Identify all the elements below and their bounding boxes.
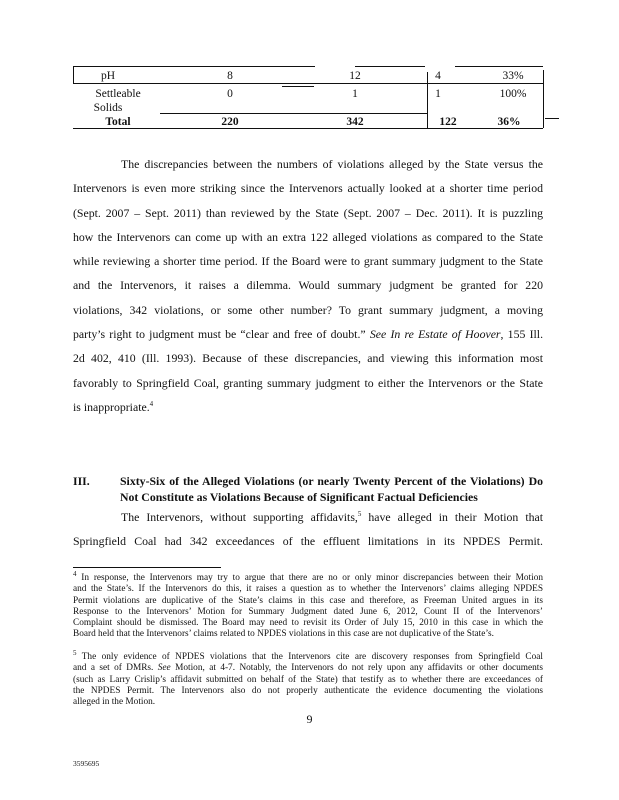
footnote-5 [73, 648, 543, 708]
body-line: The discrepancies between the numbers of violations alleged by the State versus the [121, 157, 543, 171]
footnote-line: (such as Larry Crislip’s affidavit submitted on behalf of the State) that testify as to whether there are exceedances of [73, 674, 543, 685]
table-cell-intervenors: 12 [349, 70, 361, 82]
table-rule [73, 128, 543, 129]
footnote-marker: 5 [73, 648, 77, 657]
body-line [73, 322, 543, 346]
table-rule [160, 113, 428, 114]
page-number: 9 [306, 712, 313, 726]
table-cell-state: 0 [227, 88, 233, 100]
table-rule [545, 118, 559, 119]
footnote-line: Response to the Intervenors’ Motion for Summary Judgment dated June 6, 2012, Count II of the Intervenors’ [73, 606, 543, 617]
body-text: have alleged in their Motion that [361, 510, 544, 524]
document-id: 3595695 [73, 759, 100, 768]
table-cell-percent: 33% [502, 70, 524, 82]
footnote-line: and the State’s. If the Intervenors do this, it raises a question as to whether the Intervenors’ claims alleging NPDES [73, 584, 543, 595]
footnote-separator [73, 567, 221, 568]
table-cell-param: pH [100, 70, 116, 82]
citation-signal: See [157, 663, 171, 674]
table-cell-difference: 4 [435, 70, 441, 82]
section-number: III. [73, 474, 90, 488]
body-text: is inappropriate. [73, 399, 150, 414]
body-line: 2d 402, 410 (Ill. 1993). Because of these discrepancies, and viewing this information most [73, 351, 543, 366]
footnote-marker: 4 [73, 569, 77, 578]
footnote-text: and a set of DMRs. [73, 663, 154, 674]
table-total-difference: 122 [439, 116, 457, 128]
footnote-ref-5[interactable]: 5 [357, 510, 362, 519]
body-line [73, 395, 543, 419]
body-line: favorably to Springfield Coal, granting summary judgment to either the Intervenors or the State [73, 375, 543, 390]
table-cell-percent: 100% [499, 88, 527, 100]
body-line: Springfield Coal had 342 exceedances of the effluent limitations in its NPDES Permit. [73, 534, 543, 549]
discrepancy-paragraph [73, 152, 543, 419]
footnote-line [73, 569, 543, 584]
table-rule [73, 83, 543, 84]
section-title: Sixty-Six of the Alleged Violations (or nearly Twenty Percent of the Violations) Do Not Constitute as Violations Because of Significant Factual Deficiencies [120, 474, 543, 504]
footnote-text: In response, the Intervenors may try to argue that there are no or only minor discrepancies between their Motion [81, 573, 543, 583]
body-text: , 155 Ill. [500, 327, 544, 342]
footnote-text: The only evidence of NPDES violations that the Intervenors cite are discovery responses from Springfield Coal [81, 652, 543, 662]
footnote-line [73, 663, 543, 674]
table-total-intervenors: 342 [346, 116, 364, 128]
footnote-line: the NPDES Permit. The Intervenors also do not properly authenticate the evidence documenting the violations [73, 685, 543, 696]
table-rule [543, 70, 544, 128]
body-text: party’s right to judgment must be “clear and free of doubt.” [73, 327, 366, 342]
footnote-text: Motion, at 4-7. Notably, the Intervenors do not rely upon any affidavits or other documents [175, 663, 543, 674]
body-line: while reviewing a shorter time period. If the Board were to grant summary judgment to the State [73, 254, 543, 269]
intervenors-paragraph [73, 505, 543, 554]
table-rule [355, 66, 425, 67]
table-cell-param: Settleable [95, 88, 141, 100]
footnote-line [73, 648, 543, 663]
table-cell-param-line2: Solids [93, 102, 123, 114]
footnote-line: alleged in the Motion. [73, 697, 156, 708]
body-line: and the Intervenors, it raises a dilemma. Would summary judgment be granted for 220 [73, 278, 543, 293]
case-citation: See In re Estate of Hoover [369, 327, 501, 342]
body-line: Intervenors is even more striking since the Intervenors actually looked at a shorter time period [73, 181, 543, 196]
table-cell-intervenors: 1 [352, 88, 358, 100]
section-heading [73, 473, 543, 507]
table-cell-state: 8 [227, 70, 233, 82]
table-cell-difference: 1 [435, 88, 441, 100]
body-text: The Intervenors, without supporting affidavits, [121, 510, 358, 524]
table-rule [455, 66, 543, 67]
table-total-label: Total [105, 116, 131, 128]
table-total-percent: 36% [497, 116, 521, 128]
body-line [73, 505, 543, 529]
footnote-line: Complaint should be dismissed. The Board may need to revisit its Order of July 15, 2010 in this case in which the [73, 618, 543, 629]
table-rule [282, 86, 314, 87]
table-total-state: 220 [221, 116, 239, 128]
footnote-line: Board held that the Intervenors’ claims related to NPDES violations in this case are not duplicative of the State’s. [73, 629, 494, 640]
table-rule [73, 66, 315, 67]
footnote-ref-4[interactable]: 4 [149, 400, 154, 409]
footnote-4 [73, 569, 543, 641]
body-line: violations, 342 violations, or some other number? To grant summary judgment, a moving [73, 302, 543, 317]
body-line: how the Intervenors can come up with an extra 122 alleged violations as compared to the State [73, 229, 543, 244]
footnote-line: Permit violations are duplicative of the State’s claims in this case and therefore, as Freeman United argues in its [73, 595, 543, 606]
body-line: (Sept. 2007 – Sept. 2011) than reviewed by the State (Sept. 2007 – Dec. 2011). It is puzzling [73, 205, 543, 220]
